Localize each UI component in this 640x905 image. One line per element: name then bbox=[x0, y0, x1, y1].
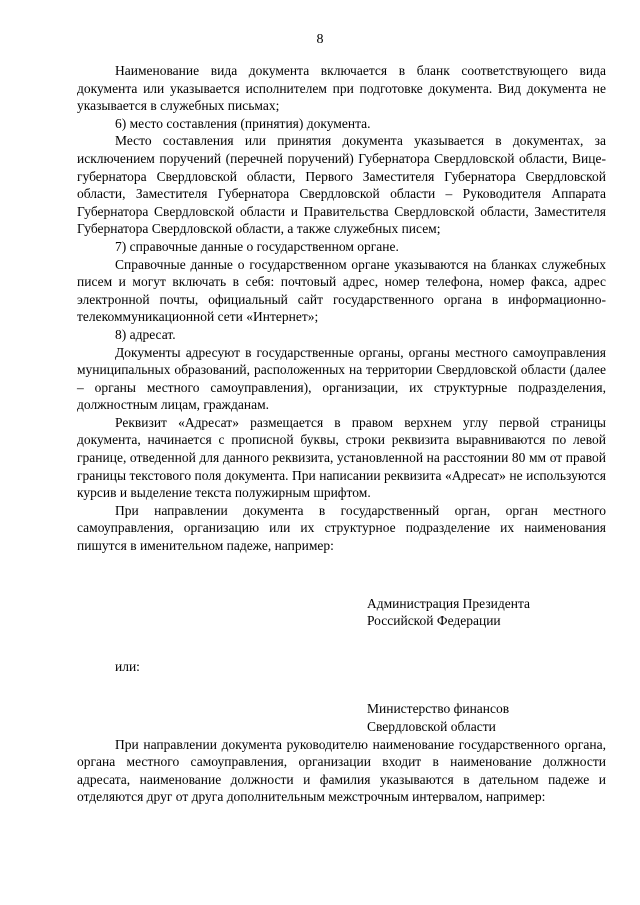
or-label: или: bbox=[115, 658, 140, 674]
example-address-2-line-1: Министерство финансов bbox=[367, 701, 510, 717]
example-address-2 bbox=[367, 700, 606, 735]
paragraph-nominative-case: При направлении документа в государственный орган, орган местного самоуправления, организацию или их структурное подразделение их наименования пишутся в именительном падеже, например: bbox=[77, 502, 606, 554]
paragraph-doc-type-name: Наименование вида документа включается в бланк соответствующего вида документа или указывается исполнителем при подготовке документа. Вид документа не указывается в служебных письмах; bbox=[77, 63, 606, 114]
document-body bbox=[77, 62, 606, 806]
paragraph-addressees: Документы адресуют в государственные органы, органы местного самоуправления муниципальных образований, расположенных на территории Свердловской области (далее – органы местного самоуправления), организации, их структурные подразделения, должностным лицам, гражданам. bbox=[77, 344, 606, 413]
paragraph-item-6-heading: 6) место составления (принятия) документа. bbox=[115, 115, 371, 131]
paragraph-reference-data: Справочные данные о государственном органе указываются на бланках служебных писем и могут включать в себя: почтовый адрес, номер телефона, номер факса, адрес электронной почты, официальный сайт государственного органа в информационно-телекоммуникационной сети «Интернет»; bbox=[77, 256, 606, 325]
example-address-1-line-2: Российской Федерации bbox=[367, 613, 501, 629]
example-address-2-line-2: Свердловской области bbox=[367, 719, 496, 734]
page-number: 8 bbox=[316, 32, 324, 47]
paragraph-item-7-heading: 7) справочные данные о государственном органе. bbox=[115, 238, 399, 254]
example-address-1 bbox=[367, 595, 606, 630]
paragraph-addressee-requisite: Реквизит «Адресат» размещается в правом верхнем углу первой страницы документа, начинается с прописной буквы, строки реквизита выравниваются по левой границе, отведенной для данного реквизита, установленной на расстоянии 80 мм от правой границы текстового поля документа. При написании реквизита «Адресат» не используются курсив и выделение текста полужирным шрифтом. bbox=[77, 414, 606, 501]
paragraph-item-8-heading: 8) адресат. bbox=[115, 326, 176, 342]
paragraph-place-of-composition: Место составления или принятия документа указывается в документах, за исключением поручений (перечней поручений) Губернатора Свердловской области, Вице-губернатора Свердловской области, Первого Заместителя Губернатора Свердловской области, Заместителя Губернатора Свердловской области – Руководителя Аппарата Губернатора Свердловской области и Правительства Свердловской области, Заместителя Губернатора Свердловской области, а также служебных писем; bbox=[77, 133, 606, 237]
paragraph-dative-case: При направлении документа руководителю наименование государственного органа, органа местного самоуправления, организации входит в наименование должности адресата, наименование должности и фамилия указываются в дательном падеже и отделяются друг от друга дополнительным межстрочным интервалом, например: bbox=[77, 736, 606, 805]
example-address-1-line-1: Администрация Президента bbox=[367, 595, 531, 611]
